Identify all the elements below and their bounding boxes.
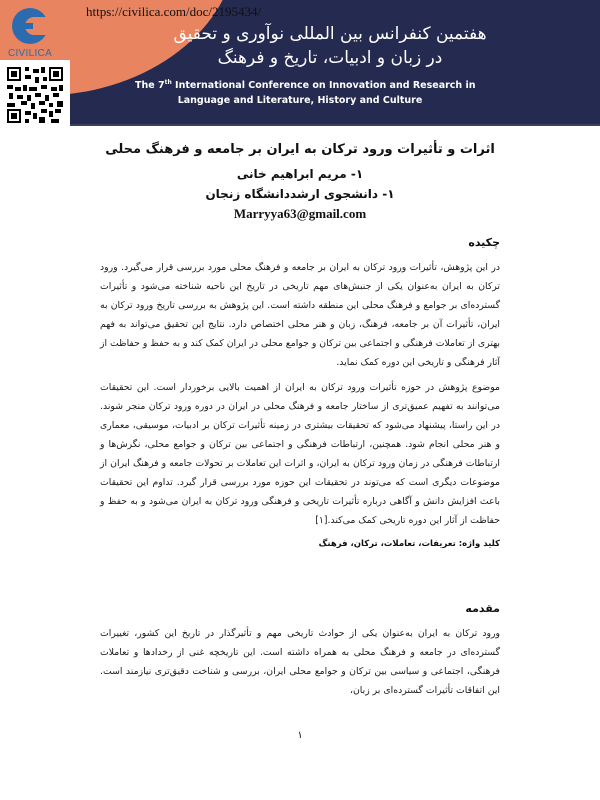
conference-title-en-line1 xyxy=(135,78,476,93)
title-en-rest: International Conference on Innovation and Research in xyxy=(171,80,476,91)
civilica-logo[interactable] xyxy=(2,6,58,62)
introduction-heading: مقدمه xyxy=(465,602,500,615)
conference-title-fa xyxy=(120,22,540,70)
qr-code-icon xyxy=(7,67,63,123)
title-en-prefix: The 7 xyxy=(135,80,165,91)
logo-text: CIVILICA xyxy=(7,48,53,59)
abstract-paragraph-2 xyxy=(100,378,500,530)
conference-title-fa-line1: هفتمین کنفرانس بین المللی نوآوری و تحقیق xyxy=(173,24,487,44)
conference-title-en-line2: Language and Literature, History and Culture xyxy=(177,95,423,106)
abstract-heading: چکیده xyxy=(468,236,500,249)
title-en-sup: th xyxy=(164,78,172,86)
document-url[interactable]: https://civilica.com/doc/2195434/ xyxy=(86,4,262,19)
abstract-paragraph-1 xyxy=(100,258,500,372)
introduction-paragraph xyxy=(100,624,500,700)
page-number: ۱ xyxy=(297,730,303,741)
paper-content xyxy=(90,140,510,744)
abstract-paragraph-2-text: موضوع پژوهش در حوزه تأثیرات ورود ترکان به ایران از اهمیت بالایی برخوردار است. این تحقیقات می‌توانند به تفهیم عمیق‌تری از ساختار جامعه و فرهنگ محلی در ایران در دوره ورود ترکان منجر شوند. در این راستا، پیشنهاد می‌شود که تحقیقات بیشتری در زمینه تأثیرات ترکان بر ادبیات، موسیقی، معماری و هنر محلی انجام شود. همچنین، ارتباطات فرهنگی و اجتماعی بین ترکان و جوامع محلی، نگرش‌ها و ارتباطات فرهنگی در زمان ورود ترکان به ایران، و اثرات این تعاملات بر تحولات جامعه و فرهنگ ایران از موضوعات دیگری است که می‌توند در تحقیقات این حوزه مورد بررسی قرار گیرد. تداوم این تحقیقات باعث افزایش دانش و آگاهی درباره تأثیرات تاریخی و فرهنگی ورود ترکان به ایران می‌شود و به حفظ و حفاظت از آثار این دوره تاریخی کمک می‌کند.[۱] xyxy=(100,382,500,526)
conference-title-fa-line2: در زبان و ادبیات، تاریخ و فرهنگ xyxy=(217,48,443,68)
author-affiliation: ۱- دانشجوی ارشددانشگاه زنجان xyxy=(205,187,395,201)
keywords: کلید واژه: تعریفات، تعاملات، ترکان، فرهنگ xyxy=(318,539,500,549)
introduction-paragraph-text: ورود ترکان به ایران به‌عنوان یکی از حوادث تاریخی مهم و تأثیرگذار در تاریخ این کشور، تغییرات گسترده‌ای در جامعه و فرهنگ محلی به همراه داشته است. این تاریخچه غنی از رخدادها و تعاملات فرهنگی، اجتماعی و سیاسی بین ترکان و جوامع محلی ایران، بررسی و شناخت دقیق‌تری نیازمند است. این اتفاقات تأثیرات گسترده‌ای بر زبان، xyxy=(100,628,500,696)
banner-divider xyxy=(0,124,600,126)
conference-banner xyxy=(0,0,600,126)
civilica-logo-icon xyxy=(10,6,50,46)
abstract-paragraph-1-text: در این پژوهش، تأثیرات ورود ترکان به ایران بر جامعه و فرهنگ محلی مورد بررسی قرار می‌گیرد. ورود ترکان به ایران به‌عنوان یکی از جنبش‌های مهم تاریخی در تاریخ این ناحیه شناخته می‌شود و تأثیرات گسترده‌ای بر جوامع و فرهنگ محلی این منطقه داشته است. این پژوهش به بررسی تاریخ ورود ترکان به ایران، تأثیرات آن بر جامعه، فرهنگ، زبان و هنر محلی اختصاص دارد. نتایج این تحقیق می‌تواند به فهم بهتری از تعاملات فرهنگی و اجتماعی بین ترکان و جوامع محلی در ایران کمک کند و به حفظ و حفاظت از آثار فرهنگی و تاریخی این دوره کمک نماید. xyxy=(100,262,500,368)
author-email[interactable]: Marryya63@gmail.com xyxy=(233,206,367,221)
conference-title-en xyxy=(135,78,476,108)
qr-code[interactable] xyxy=(0,60,70,130)
paper-title: اثرات و تأثیرات ورود ترکان به ایران بر جامعه و فرهنگ محلی xyxy=(105,142,495,157)
author-name: ۱- مریم ابراهیم خانی xyxy=(236,167,364,181)
